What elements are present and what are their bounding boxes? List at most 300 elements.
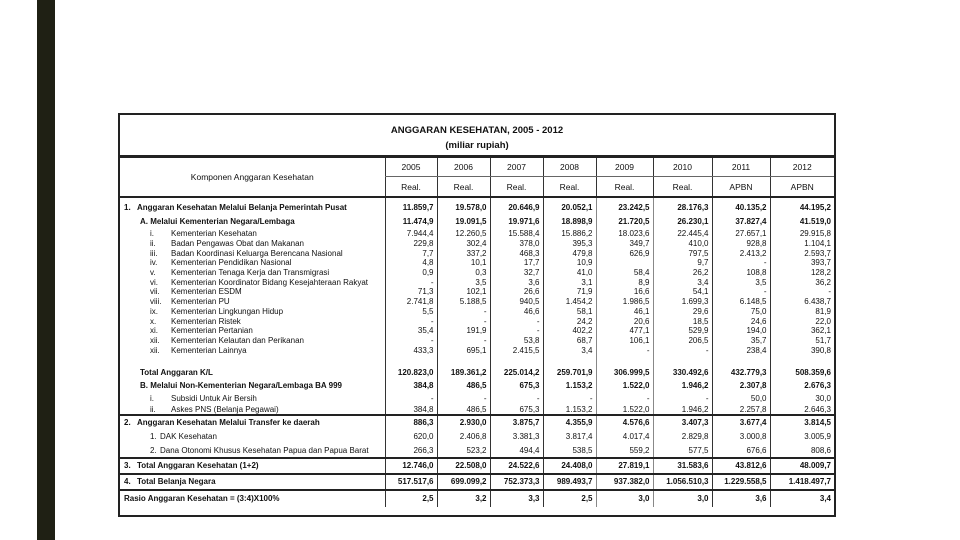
row-number: viii. xyxy=(150,297,162,307)
value-2005: 71,3 xyxy=(385,287,437,297)
row-label-text: Kementerian ESDM xyxy=(171,287,242,297)
value-2005: 5,5 xyxy=(385,307,437,317)
row-label-text: Dana Otonomi Khusus Kesehatan Papua dan Papua Barat xyxy=(160,445,369,455)
value-2012: 44.195,2 xyxy=(770,197,834,214)
value-2012: 22,0 xyxy=(770,316,834,326)
value-2011: 432.779,3 xyxy=(712,355,770,379)
value-2005: 433,3 xyxy=(385,345,437,355)
row-number: iii. xyxy=(150,248,158,258)
row-label xyxy=(120,307,385,317)
value-2005: 4,8 xyxy=(385,258,437,268)
value-2008: 24,2 xyxy=(543,316,596,326)
header-year: 2011 xyxy=(712,158,770,177)
value-2008: 989.493,7 xyxy=(543,474,596,490)
value-2012: 1.104,1 xyxy=(770,239,834,249)
value-2011: 37.827,4 xyxy=(712,214,770,229)
value-2007: 2.415,5 xyxy=(490,345,543,355)
value-2008: 402,2 xyxy=(543,326,596,336)
value-2006: - xyxy=(437,316,490,326)
value-2012: 2.676,3 xyxy=(770,379,834,392)
value-2010: 26,2 xyxy=(653,268,712,278)
row-label xyxy=(120,326,385,336)
value-2005: 2,5 xyxy=(385,490,437,507)
table-row xyxy=(120,214,834,229)
value-2005: 0,9 xyxy=(385,268,437,278)
row-label xyxy=(120,415,385,430)
value-2012: 41.519,0 xyxy=(770,214,834,229)
header-type: Real. xyxy=(385,177,437,198)
value-2010: 18,5 xyxy=(653,316,712,326)
value-2012: 128,2 xyxy=(770,268,834,278)
row-label xyxy=(120,258,385,268)
value-2012: 6.438,7 xyxy=(770,297,834,307)
value-2006: 191,9 xyxy=(437,326,490,336)
value-2006: - xyxy=(437,307,490,317)
value-2012: 3.005,9 xyxy=(770,430,834,444)
row-number: i. xyxy=(150,229,154,239)
table-row xyxy=(120,268,834,278)
value-2006: 12.260,5 xyxy=(437,229,490,239)
value-2009: 559,2 xyxy=(596,444,653,458)
value-2007: 19.971,6 xyxy=(490,214,543,229)
value-2009: 20,6 xyxy=(596,316,653,326)
table-row xyxy=(120,277,834,287)
row-label xyxy=(120,297,385,307)
value-2009: 16,6 xyxy=(596,287,653,297)
value-2005: 2.741,8 xyxy=(385,297,437,307)
value-2010: 2.829,8 xyxy=(653,430,712,444)
row-label xyxy=(120,345,385,355)
value-2005: 35,4 xyxy=(385,326,437,336)
value-2010: 31.583,6 xyxy=(653,458,712,474)
row-number: x. xyxy=(150,316,157,326)
header-component: Komponen Anggaran Kesehatan xyxy=(120,158,385,197)
value-2007: - xyxy=(490,326,543,336)
value-2007: 17,7 xyxy=(490,258,543,268)
value-2009: 1.522,0 xyxy=(596,379,653,392)
row-label-text: Total Anggaran Kesehatan (1+2) xyxy=(137,461,259,471)
value-2012: 30,0 xyxy=(770,392,834,403)
value-2007: 3.875,7 xyxy=(490,415,543,430)
value-2006: 22.508,0 xyxy=(437,458,490,474)
row-label xyxy=(120,355,385,379)
table-row xyxy=(120,229,834,239)
value-2007: 26,6 xyxy=(490,287,543,297)
row-label-text: Kementerian PU xyxy=(171,297,230,307)
value-2007: 675,3 xyxy=(490,403,543,415)
budget-table xyxy=(120,158,834,507)
row-label-text: Kementerian Ristek xyxy=(171,316,241,326)
value-2007: 3.381,3 xyxy=(490,430,543,444)
value-2012: 508.359,6 xyxy=(770,355,834,379)
value-2008: 3.817,4 xyxy=(543,430,596,444)
value-2009: 477,1 xyxy=(596,326,653,336)
table-row xyxy=(120,403,834,415)
value-2011: 108,8 xyxy=(712,268,770,278)
value-2007: 494,4 xyxy=(490,444,543,458)
value-2005: - xyxy=(385,316,437,326)
row-label-text: B. Melalui Non-Kementerian Negara/Lembaga BA 999 xyxy=(140,380,342,390)
value-2008: 15.886,2 xyxy=(543,229,596,239)
value-2005: 11.474,9 xyxy=(385,214,437,229)
value-2008: 395,3 xyxy=(543,239,596,249)
row-label-text: Kementerian Pendidikan Nasional xyxy=(171,258,292,268)
value-2012: - xyxy=(770,287,834,297)
row-label-text: DAK Kesehatan xyxy=(160,432,217,442)
value-2012: 51,7 xyxy=(770,336,834,346)
value-2008: 3,4 xyxy=(543,345,596,355)
value-2008: 24.408,0 xyxy=(543,458,596,474)
value-2009: 8,9 xyxy=(596,277,653,287)
value-2006: 523,2 xyxy=(437,444,490,458)
value-2007: 940,5 xyxy=(490,297,543,307)
value-2011: 24,6 xyxy=(712,316,770,326)
row-label xyxy=(120,268,385,278)
value-2010: 1.056.510,3 xyxy=(653,474,712,490)
value-2010: 330.492,6 xyxy=(653,355,712,379)
value-2012: 3,4 xyxy=(770,490,834,507)
row-number: xii. xyxy=(150,345,160,355)
value-2011: 40.135,2 xyxy=(712,197,770,214)
value-2005: 384,8 xyxy=(385,403,437,415)
value-2005: 7,7 xyxy=(385,248,437,258)
value-2005: - xyxy=(385,392,437,403)
row-label-text: A. Melalui Kementerian Negara/Lembaga xyxy=(140,217,295,226)
row-number: ii. xyxy=(150,239,156,249)
table-row xyxy=(120,392,834,403)
value-2006: 0,3 xyxy=(437,268,490,278)
value-2006: 337,2 xyxy=(437,248,490,258)
row-label xyxy=(120,336,385,346)
value-2007: 3,6 xyxy=(490,277,543,287)
value-2007: 378,0 xyxy=(490,239,543,249)
value-2012: 2.646,3 xyxy=(770,403,834,415)
table-title: ANGGARAN KESEHATAN, 2005 - 2012 xyxy=(390,125,564,136)
value-2005: 620,0 xyxy=(385,430,437,444)
value-2010: 529,9 xyxy=(653,326,712,336)
row-number: ix. xyxy=(150,306,158,316)
value-2007: 24.522,6 xyxy=(490,458,543,474)
header-year: 2007 xyxy=(490,158,543,177)
value-2009: 27.819,1 xyxy=(596,458,653,474)
table-row xyxy=(120,379,834,392)
value-2006: 102,1 xyxy=(437,287,490,297)
value-2008: 1.153,2 xyxy=(543,403,596,415)
table-subtitle: (miliar rupiah) xyxy=(445,140,509,151)
value-2011: 1.229.558,5 xyxy=(712,474,770,490)
row-number: xii. xyxy=(150,335,160,345)
value-2007: 752.373,3 xyxy=(490,474,543,490)
table-row xyxy=(120,297,834,307)
value-2009 xyxy=(596,258,653,268)
value-2010: 577,5 xyxy=(653,444,712,458)
value-2010: 22.445,4 xyxy=(653,229,712,239)
value-2011: 238,4 xyxy=(712,345,770,355)
value-2010: 29,6 xyxy=(653,307,712,317)
value-2010: - xyxy=(653,345,712,355)
row-label-text: Kementerian Lingkungan Hidup xyxy=(171,306,284,316)
row-label xyxy=(120,248,385,258)
table-row xyxy=(120,430,834,444)
value-2011: 6.148,5 xyxy=(712,297,770,307)
value-2011: 2.413,2 xyxy=(712,248,770,258)
value-2012: 2.593,7 xyxy=(770,248,834,258)
table-row xyxy=(120,326,834,336)
value-2011: - xyxy=(712,258,770,268)
value-2005: 120.823,0 xyxy=(385,355,437,379)
value-2006: 486,5 xyxy=(437,403,490,415)
value-2007: - xyxy=(490,392,543,403)
table-row xyxy=(120,490,834,507)
header-type: Real. xyxy=(653,177,712,198)
header-year: 2010 xyxy=(653,158,712,177)
value-2011: 194,0 xyxy=(712,326,770,336)
value-2009: 106,1 xyxy=(596,336,653,346)
row-label xyxy=(120,444,385,458)
header-year: 2005 xyxy=(385,158,437,177)
row-label-text: Badan Koordinasi Keluarga Berencana Nasional xyxy=(171,248,343,258)
value-2009: 4.576,6 xyxy=(596,415,653,430)
header-year: 2009 xyxy=(596,158,653,177)
value-2009: - xyxy=(596,345,653,355)
value-2009: 349,7 xyxy=(596,239,653,249)
row-label-text: Kementerian Kelautan dan Perikanan xyxy=(171,335,304,345)
value-2007: 32,7 xyxy=(490,268,543,278)
value-2007: - xyxy=(490,316,543,326)
value-2009: 4.017,4 xyxy=(596,430,653,444)
value-2008: 4.355,9 xyxy=(543,415,596,430)
value-2012: 3.814,5 xyxy=(770,415,834,430)
value-2009: 18.023,6 xyxy=(596,229,653,239)
row-number: 1. xyxy=(150,432,157,442)
value-2011: 928,8 xyxy=(712,239,770,249)
row-label-text: Kementerian Lainnya xyxy=(171,345,247,355)
value-2007: 675,3 xyxy=(490,379,543,392)
table-row xyxy=(120,345,834,355)
value-2012: 48.009,7 xyxy=(770,458,834,474)
row-number: v. xyxy=(150,268,156,278)
value-2005: 517.517,6 xyxy=(385,474,437,490)
value-2008: - xyxy=(543,392,596,403)
row-label xyxy=(120,316,385,326)
table-row xyxy=(120,316,834,326)
row-label xyxy=(120,214,385,229)
value-2010: 28.176,3 xyxy=(653,197,712,214)
row-number: 2. xyxy=(124,418,131,428)
value-2010: - xyxy=(653,392,712,403)
value-2009: 306.999,5 xyxy=(596,355,653,379)
value-2006: 19.578,0 xyxy=(437,197,490,214)
row-number: 2. xyxy=(150,445,157,455)
row-number: 4. xyxy=(124,477,131,487)
value-2010: 1.699,3 xyxy=(653,297,712,307)
row-label xyxy=(120,277,385,287)
value-2009: 58,4 xyxy=(596,268,653,278)
value-2010: 54,1 xyxy=(653,287,712,297)
row-number: 3. xyxy=(124,461,131,471)
value-2011: 3.000,8 xyxy=(712,430,770,444)
value-2005: 886,3 xyxy=(385,415,437,430)
row-label xyxy=(120,474,385,490)
value-2012: 393,7 xyxy=(770,258,834,268)
value-2008: 41,0 xyxy=(543,268,596,278)
value-2006: 2.930,0 xyxy=(437,415,490,430)
value-2008: 58,1 xyxy=(543,307,596,317)
value-2008: 1.454,2 xyxy=(543,297,596,307)
value-2008: 1.153,2 xyxy=(543,379,596,392)
value-2011: 3,5 xyxy=(712,277,770,287)
value-2006: 302,4 xyxy=(437,239,490,249)
value-2007: 3,3 xyxy=(490,490,543,507)
table-row xyxy=(120,474,834,490)
value-2012: 81,9 xyxy=(770,307,834,317)
value-2006: 10,1 xyxy=(437,258,490,268)
table-row xyxy=(120,258,834,268)
value-2006: 3,5 xyxy=(437,277,490,287)
value-2005: 384,8 xyxy=(385,379,437,392)
row-label xyxy=(120,490,385,507)
table-title-box xyxy=(120,115,834,158)
header-type: Real. xyxy=(543,177,596,198)
row-label xyxy=(120,458,385,474)
value-2010: 797,5 xyxy=(653,248,712,258)
value-2007: 15.588,4 xyxy=(490,229,543,239)
value-2012: 390,8 xyxy=(770,345,834,355)
value-2012: 36,2 xyxy=(770,277,834,287)
value-2010: 410,0 xyxy=(653,239,712,249)
header-type: Real. xyxy=(490,177,543,198)
table-row xyxy=(120,444,834,458)
value-2011: 75,0 xyxy=(712,307,770,317)
value-2009: 937.382,0 xyxy=(596,474,653,490)
value-2010: 3,0 xyxy=(653,490,712,507)
value-2005: 12.746,0 xyxy=(385,458,437,474)
value-2006: 486,5 xyxy=(437,379,490,392)
value-2011: 50,0 xyxy=(712,392,770,403)
header-type: Real. xyxy=(437,177,490,198)
row-label xyxy=(120,392,385,403)
row-label-text: Anggaran Kesehatan Melalui Belanja Pemerintah Pusat xyxy=(137,203,347,212)
row-label-text: Total Anggaran K/L xyxy=(140,368,213,378)
value-2011: 27.657,1 xyxy=(712,229,770,239)
row-number: 1. xyxy=(124,203,131,212)
header-year: 2006 xyxy=(437,158,490,177)
value-2011: 676,6 xyxy=(712,444,770,458)
row-label-text: Kementerian Tenaga Kerja dan Transmigrasi xyxy=(171,268,330,278)
table-row xyxy=(120,287,834,297)
value-2011: 3,6 xyxy=(712,490,770,507)
row-label-text: Badan Pengawas Obat dan Makanan xyxy=(171,239,304,249)
value-2011: 2.257,8 xyxy=(712,403,770,415)
row-number: xi. xyxy=(150,326,158,336)
health-budget-table xyxy=(118,113,836,517)
value-2008: 20.052,1 xyxy=(543,197,596,214)
value-2008: 538,5 xyxy=(543,444,596,458)
row-label-text: Kementerian Kesehatan xyxy=(171,229,257,239)
value-2006: 3,2 xyxy=(437,490,490,507)
value-2009: 626,9 xyxy=(596,248,653,258)
row-number: vii. xyxy=(150,287,160,297)
row-label-text: Total Belanja Negara xyxy=(137,477,216,487)
row-number: iv. xyxy=(150,258,158,268)
header-years-row xyxy=(120,158,834,177)
row-label-text: Rasio Anggaran Kesehatan = (3:4)X100% xyxy=(124,494,280,504)
value-2010: 3,4 xyxy=(653,277,712,287)
value-2010: 9,7 xyxy=(653,258,712,268)
row-label xyxy=(120,403,385,415)
row-label xyxy=(120,239,385,249)
row-label-text: Kementerian Pertanian xyxy=(171,326,253,336)
value-2006: 699.099,2 xyxy=(437,474,490,490)
value-2009: 3,0 xyxy=(596,490,653,507)
row-number: ii. xyxy=(150,404,156,414)
value-2006: - xyxy=(437,336,490,346)
row-label-text: Anggaran Kesehatan Melalui Transfer ke daerah xyxy=(137,418,320,428)
value-2012: 1.418.497,7 xyxy=(770,474,834,490)
value-2009: 1.986,5 xyxy=(596,297,653,307)
header-type: Real. xyxy=(596,177,653,198)
table-row xyxy=(120,248,834,258)
value-2008: 18.898,9 xyxy=(543,214,596,229)
row-label-text: Kementerian Koordinator Bidang Kesejahteraan Rakyat xyxy=(171,277,369,287)
table-row xyxy=(120,458,834,474)
row-label-text: Subsidi Untuk Air Bersih xyxy=(171,393,257,403)
value-2005: - xyxy=(385,277,437,287)
row-label xyxy=(120,379,385,392)
value-2008: 10,9 xyxy=(543,258,596,268)
value-2009: 1.522,0 xyxy=(596,403,653,415)
value-2011: - xyxy=(712,287,770,297)
value-2006: 189.361,2 xyxy=(437,355,490,379)
value-2007: 46,6 xyxy=(490,307,543,317)
value-2009: 21.720,5 xyxy=(596,214,653,229)
slide-side-bar xyxy=(37,0,55,540)
row-label-text: Askes PNS (Belanja Pegawai) xyxy=(171,404,279,414)
header-type: APBN xyxy=(712,177,770,198)
value-2011: 2.307,8 xyxy=(712,379,770,392)
table-row xyxy=(120,239,834,249)
value-2005: 266,3 xyxy=(385,444,437,458)
value-2012: 362,1 xyxy=(770,326,834,336)
row-number: vi. xyxy=(150,277,158,287)
value-2005: 7.944,4 xyxy=(385,229,437,239)
value-2009: 23.242,5 xyxy=(596,197,653,214)
table-row xyxy=(120,307,834,317)
value-2007: 468,3 xyxy=(490,248,543,258)
value-2009: 46,1 xyxy=(596,307,653,317)
value-2010: 206,5 xyxy=(653,336,712,346)
value-2012: 808,6 xyxy=(770,444,834,458)
value-2008: 68,7 xyxy=(543,336,596,346)
row-label xyxy=(120,197,385,214)
value-2007: 225.014,2 xyxy=(490,355,543,379)
header-year: 2008 xyxy=(543,158,596,177)
table-row xyxy=(120,355,834,379)
value-2007: 20.646,9 xyxy=(490,197,543,214)
value-2008: 2,5 xyxy=(543,490,596,507)
value-2005: - xyxy=(385,336,437,346)
value-2008: 259.701,9 xyxy=(543,355,596,379)
value-2005: 229,8 xyxy=(385,239,437,249)
row-label xyxy=(120,229,385,239)
table-row xyxy=(120,415,834,430)
value-2006: - xyxy=(437,392,490,403)
value-2008: 479,8 xyxy=(543,248,596,258)
row-number: i. xyxy=(150,393,154,403)
table-row xyxy=(120,336,834,346)
value-2011: 35,7 xyxy=(712,336,770,346)
value-2009: - xyxy=(596,392,653,403)
